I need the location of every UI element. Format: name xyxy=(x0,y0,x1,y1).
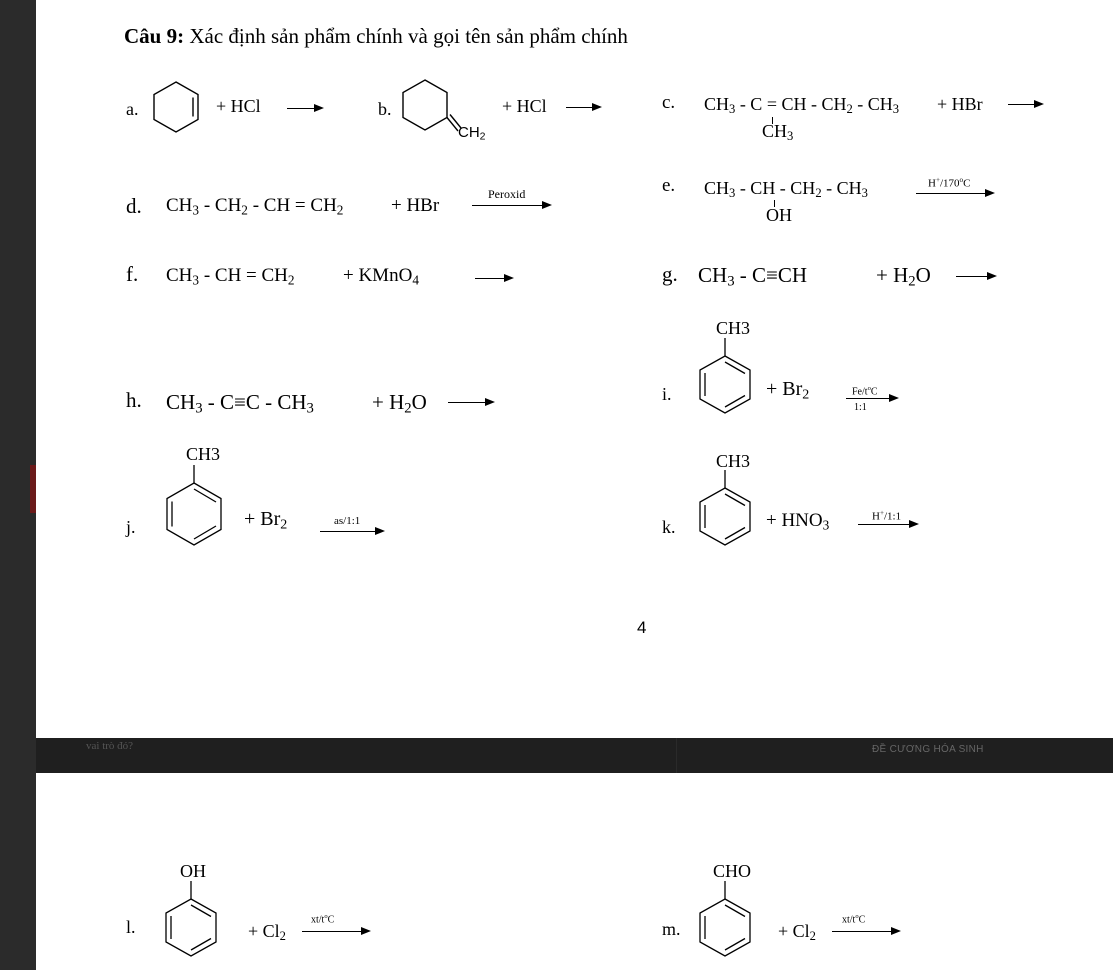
item-b-ch2-group: $CH_2$ xyxy=(458,124,486,143)
item-k-substituent: CH3 xyxy=(716,451,751,471)
left-sidebar xyxy=(0,0,36,970)
toluene-structure-k xyxy=(698,470,752,550)
item-j-reagent: + $Br_2$ xyxy=(244,508,288,533)
document-page-bottom xyxy=(36,773,1113,970)
item-c-reagent: + HBr xyxy=(937,94,983,114)
page-separator-strip xyxy=(36,738,1113,773)
page-number: 4 xyxy=(637,618,647,637)
item-m-letter: m. xyxy=(662,919,681,939)
item-b-arrow xyxy=(566,107,599,108)
item-e-condition: H+/170$^o$C xyxy=(928,176,971,190)
item-i-condition-bottom: 1:1 xyxy=(854,402,867,413)
item-i-condition-top: $Fe/t^oC$ xyxy=(852,385,878,398)
toluene-structure-i xyxy=(698,338,752,418)
methylenecyclohexane-structure xyxy=(400,76,460,132)
item-e-formula: $CH_3$ - CH - $CH_2 - CH_3$ xyxy=(704,178,868,201)
item-j-substituent: CH3 xyxy=(186,444,221,464)
item-i-letter: i. xyxy=(662,384,672,404)
item-e-letter: e. xyxy=(662,175,676,196)
item-e-branch: OH xyxy=(766,205,792,225)
item-f-letter: f. xyxy=(126,262,139,286)
item-f-arrow xyxy=(475,278,511,279)
item-m-arrow xyxy=(832,931,898,932)
item-c-letter: c. xyxy=(662,92,676,113)
item-i-substituent: CH3 xyxy=(716,318,751,338)
item-c-arrow xyxy=(1008,104,1041,105)
benzaldehyde-structure xyxy=(698,881,752,963)
question-label: Câu 9: xyxy=(124,24,185,48)
item-i-arrow xyxy=(846,398,896,399)
item-a-arrow xyxy=(287,108,321,109)
item-c-branch: $CH_3$ xyxy=(762,121,794,144)
item-d-letter: d. xyxy=(126,194,142,218)
item-j-arrow xyxy=(320,531,382,532)
item-m-reagent: + $Cl_2$ xyxy=(778,921,816,944)
item-g-formula: $CH_3 - C\equiv CH$ xyxy=(698,263,808,290)
strip-left-text: vai trò đó? xyxy=(86,740,134,752)
item-d-reagent: + HBr xyxy=(391,195,440,216)
item-l-condition: $xt/t^oC$ xyxy=(311,913,335,926)
item-f-reagent: + KMnO$_4$ xyxy=(343,265,419,288)
item-l-letter: l. xyxy=(126,917,136,937)
item-h-reagent: + $H_2O$ xyxy=(372,390,427,417)
item-m-condition: $xt/t^oC$ xyxy=(842,913,866,926)
item-h-letter: h. xyxy=(126,388,142,412)
item-a-letter: a. xyxy=(126,99,139,119)
item-k-reagent: + $HNO_3$ xyxy=(766,510,830,533)
cyclohexene-structure xyxy=(151,78,201,134)
item-i-reagent: + $Br_2$ xyxy=(766,378,810,403)
item-j-condition: as/1:1 xyxy=(334,515,361,527)
item-h-formula: $CH_3 - C\equiv C - CH_3$ xyxy=(166,390,314,417)
item-g-letter: g. xyxy=(662,262,678,286)
item-k-arrow xyxy=(858,524,916,525)
item-d-condition: Peroxid xyxy=(488,187,526,201)
strip-header-text: ĐỀ CƯƠNG HÓA SINH xyxy=(872,744,984,755)
question-title xyxy=(124,24,628,49)
item-k-condition: H+/1:1 xyxy=(872,509,902,523)
item-l-reagent: + $Cl_2$ xyxy=(248,921,286,944)
toluene-structure-j xyxy=(164,465,224,547)
item-g-reagent: + $H_2O$ xyxy=(876,263,931,290)
item-d-formula: $CH_3 - CH_2$ - CH = $CH_2$ xyxy=(166,195,344,218)
document-page-top xyxy=(36,0,1113,738)
item-a-reagent: + HCl xyxy=(216,96,261,116)
item-c-formula: $CH_3$ - C = CH - $CH_2 - CH_3$ xyxy=(704,94,900,117)
item-l-arrow xyxy=(302,931,368,932)
item-b-reagent: + HCl xyxy=(502,96,547,116)
item-g-arrow xyxy=(956,276,994,277)
item-f-formula: $CH_3$ - CH = $CH_2$ xyxy=(166,265,295,288)
item-d-arrow xyxy=(472,205,549,206)
phenol-structure xyxy=(164,881,218,963)
strip-divider xyxy=(676,738,677,773)
item-b-letter: b. xyxy=(378,99,392,119)
item-l-substituent: OH xyxy=(180,861,206,881)
item-k-letter: k. xyxy=(662,517,676,537)
item-j-letter: j. xyxy=(126,517,136,537)
item-m-substituent: CHO xyxy=(713,861,752,881)
item-e-arrow xyxy=(916,193,992,194)
item-h-arrow xyxy=(448,402,492,403)
question-text: Xác định sản phẩm chính và gọi tên sản phẩm chính xyxy=(184,24,628,48)
